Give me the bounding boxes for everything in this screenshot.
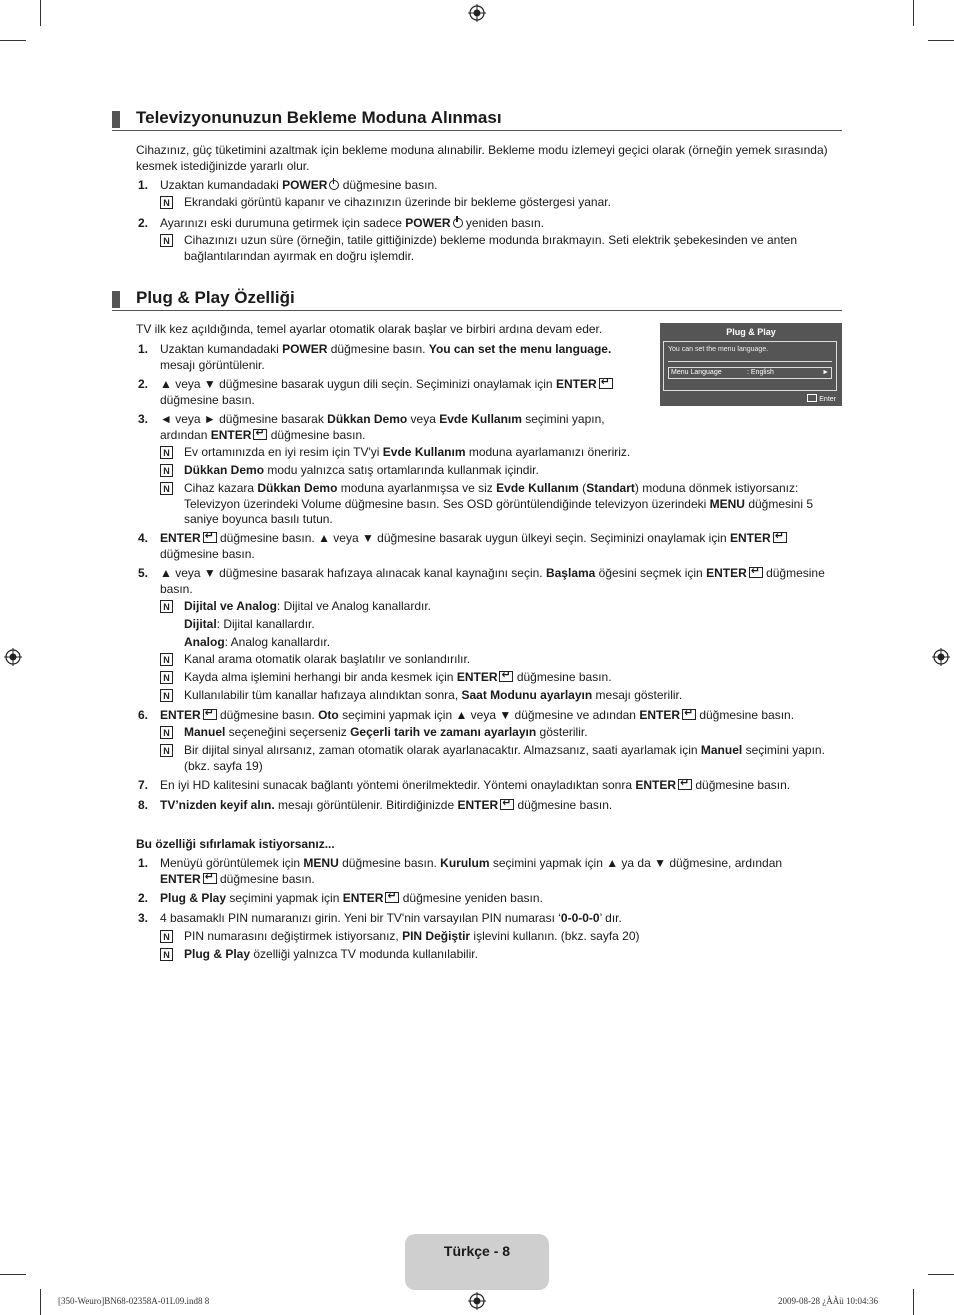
- section-title: Plug & Play Özelliği: [136, 288, 295, 307]
- heading-bar: [112, 291, 120, 308]
- svg-text:N: N: [163, 655, 170, 665]
- enter-icon: [500, 799, 514, 810]
- crop-mark: [40, 0, 41, 26]
- note-text: Cihaz kazara Dükkan Demo moduna ayarlanmışsa ve siz Evde Kullanım (Standart) moduna dönmek istiyorsanız: Televizyon üzerindeki Volume düğmesine basın. Ses OSD görüntülendiğinde televizyon üzerindeki MENU düğmesini 5 saniye boyunca basılı tutun.: [184, 481, 814, 526]
- enter-icon: [678, 779, 692, 790]
- osd-panel: [663, 341, 837, 391]
- note-text: Dijital ve Analog: Dijital ve Analog kanallardır.: [184, 599, 431, 613]
- note-icon: [160, 446, 173, 459]
- note-icon: [160, 689, 173, 702]
- step-text: En iyi HD kalitesini sunacak bağlantı yöntemi önerilmektedir. Yöntemi onayladıktan sonra ENTER↵ düğmesine basın.: [160, 778, 842, 794]
- heading-bar: [112, 111, 120, 128]
- step-number: 8.: [138, 798, 149, 812]
- enter-icon: [773, 532, 787, 543]
- step-text: ▲ veya ▼ düğmesine basarak uygun dili seçin. Seçiminizi onaylamak için ENTER↵ düğmesine basın.: [160, 377, 646, 408]
- note-icon: [160, 196, 173, 209]
- section-heading-plug-play: [112, 290, 842, 311]
- note-text: Kullanılabilir tüm kanallar hafızaya alındıktan sonra, Saat Modunu ayarlayın mesajı gösterilir.: [184, 688, 683, 702]
- step-text: ◄ veya ► düğmesine basarak Dükkan Demo veya Evde Kullanım seçimini yapın, ardından ENTER↵ düğmesine basın.: [160, 412, 646, 443]
- step-text: Uzaktan kumandadaki POWER düğmesine basın. You can set the menu language. mesajı görüntülenir.: [160, 342, 612, 372]
- enter-icon: [749, 567, 763, 578]
- step-number: 4.: [138, 531, 149, 545]
- enter-icon: [203, 709, 217, 720]
- step-number: 1.: [138, 342, 149, 356]
- osd-row-label: Menu Language: [671, 369, 722, 376]
- crop-mark: [40, 1289, 41, 1315]
- osd-divider: [668, 361, 832, 362]
- step-text: ▲ veya ▼ düğmesine basarak hafızaya alınacak kanal kaynağını seçin. Başlama öğesini seçmek için ENTER↵ düğmesine basın.: [160, 566, 842, 597]
- note-text: PIN numarasını değiştirmek istiyorsanız, PIN Değiştir işlevini kullanın. (bkz. sayfa 20): [184, 929, 640, 943]
- osd-screen: [660, 323, 842, 406]
- note-icon: [160, 726, 173, 739]
- page-label: Türkçe - 8: [443, 1243, 511, 1259]
- section-title: Televizyonunuzun Bekleme Moduna Alınması: [136, 108, 502, 127]
- note-text: Plug & Play özelliği yalnızca TV modunda kullanılabilir.: [184, 947, 478, 961]
- enter-icon: [385, 892, 399, 903]
- power-icon: [329, 180, 339, 190]
- page-number-badge: [405, 1234, 549, 1290]
- enter-icon: [203, 873, 217, 884]
- note-text: Kayda alma işlemini herhangi bir anda kesmek için ENTER↵ düğmesine basın.: [184, 670, 842, 686]
- step-text: Menüyü görüntülemek için MENU düğmesine basın. Kurulum seçimini yapmak için ▲ ya da ▼ düğmesine, ardından ENTER↵ düğmesine basın.: [160, 856, 842, 887]
- step-number: 3.: [138, 911, 149, 925]
- note-icon: [160, 930, 173, 943]
- step-number: 6.: [138, 708, 149, 722]
- svg-text:N: N: [163, 728, 170, 738]
- svg-text:N: N: [163, 746, 170, 756]
- arrow-right-icon: ►: [822, 369, 829, 376]
- step-text: Plug & Play seçimini yapmak için ENTER↵ düğmesine yeniden basın.: [160, 891, 842, 907]
- sub-item: Dijital: Dijital kanallardır.: [184, 617, 315, 631]
- enter-icon: [253, 429, 267, 440]
- step-text: 4 basamaklı PIN numaranızı girin. Yeni bir TV'nin varsayılan PIN numarası ‘0-0-0-0’ dır.: [160, 911, 622, 925]
- step-text: Ayarınızı eski durumuna getirmek için sadece POWER yeniden basın.: [160, 216, 544, 230]
- step-number: 2.: [138, 216, 149, 230]
- crop-mark: [0, 1274, 26, 1275]
- power-icon: [453, 218, 463, 228]
- note-icon: [160, 482, 173, 495]
- section-heading-standby: [112, 110, 842, 131]
- step-number: 2.: [138, 377, 149, 391]
- svg-text:N: N: [163, 932, 170, 942]
- note-icon: [160, 744, 173, 757]
- intro-text: Cihazınız, güç tüketimini azaltmak için bekleme moduna alınabilir. Bekleme modu izlemeyi geçici olarak (örneğin yemek sırasında) kesmek istediğinizde yararlı olur.: [136, 143, 828, 173]
- step-number: 1.: [138, 178, 149, 192]
- registration-mark-icon: [4, 648, 22, 666]
- step-number: 5.: [138, 566, 149, 580]
- svg-text:N: N: [163, 236, 170, 246]
- enter-icon: [499, 671, 513, 682]
- step-number: 2.: [138, 891, 149, 905]
- crop-mark: [913, 0, 914, 26]
- enter-icon: [599, 378, 613, 389]
- print-info-right: 2009-08-28 ¿ÀÀü 10:04:36: [778, 1296, 878, 1306]
- note-icon: [160, 948, 173, 961]
- step-number: 7.: [138, 778, 149, 792]
- svg-text:N: N: [163, 466, 170, 476]
- crop-mark: [928, 40, 954, 41]
- step-text: TV’nizden keyif alın. mesajı görüntülenir. Bitirdiğinizde ENTER↵ düğmesine basın.: [160, 798, 842, 814]
- note-text: Ev ortamınızda en iyi resim için TV'yi Evde Kullanım moduna ayarlamanızı öneririz.: [184, 445, 631, 459]
- sub-item: Analog: Analog kanallardır.: [184, 635, 331, 649]
- osd-row-value: : English: [747, 369, 774, 376]
- note-icon: [160, 464, 173, 477]
- reset-heading: Bu özelliği sıfırlamak istiyorsanız...: [136, 837, 335, 851]
- svg-text:N: N: [163, 950, 170, 960]
- enter-icon: [807, 394, 817, 402]
- crop-mark: [0, 40, 26, 41]
- step-number: 3.: [138, 412, 149, 426]
- crop-mark: [913, 1289, 914, 1315]
- step-text: ENTER↵ düğmesine basın. Oto seçimini yapmak için ▲ veya ▼ düğmesine ve adından ENTER↵ düğmesine basın.: [160, 708, 842, 724]
- svg-text:N: N: [163, 602, 170, 612]
- intro-text: TV ilk kez açıldığında, temel ayarlar otomatik olarak başlar ve birbiri ardına devam eder.: [136, 322, 603, 336]
- enter-icon: [682, 709, 696, 720]
- svg-text:N: N: [163, 673, 170, 683]
- registration-mark-icon: [468, 4, 486, 22]
- svg-text:N: N: [163, 484, 170, 494]
- registration-mark-icon: [932, 648, 950, 666]
- note-text: Cihazınızı uzun süre (örneğin, tatile gittiğinizde) bekleme modunda bırakmayın. Seti elektrik şebekesinden ve anten bağlantılarından ayırmak en doğru işlemdir.: [184, 233, 798, 263]
- svg-text:N: N: [163, 198, 170, 208]
- crop-mark: [928, 1274, 954, 1275]
- note-text: Manuel seçeneğini seçerseniz Geçerli tarih ve zamanı ayarlayın gösterilir.: [184, 725, 588, 739]
- note-text: Kanal arama otomatik olarak başlatılır ve sonlandırılır.: [184, 652, 471, 666]
- note-text: Bir dijital sinyal alırsanız, zaman otomatik olarak ayarlanacaktır. Almazsanız, saati ayarlamak için Manuel seçimini yapın. (bkz. sayfa 19): [184, 743, 825, 773]
- note-text: Dükkan Demo modu yalnızca satış ortamlarında kullanmak içindir.: [184, 463, 539, 477]
- osd-footer: Enter: [807, 394, 836, 403]
- osd-menu-language-row: [668, 367, 832, 379]
- step-text: Uzaktan kumandadaki POWER düğmesine basın.: [160, 178, 438, 192]
- step-number: 1.: [138, 856, 149, 870]
- osd-message: You can set the menu language.: [668, 346, 769, 353]
- note-icon: [160, 671, 173, 684]
- print-info-left: [350-Weuro]BN68-02358A-01L09.ind8 8: [58, 1296, 210, 1306]
- registration-mark-icon: [468, 1292, 486, 1310]
- note-icon: [160, 234, 173, 247]
- svg-text:N: N: [163, 448, 170, 458]
- note-icon: [160, 600, 173, 613]
- enter-icon: [203, 532, 217, 543]
- note-text: Ekrandaki görüntü kapanır ve cihazınızın üzerinde bir bekleme göstergesi yanar.: [184, 195, 611, 209]
- note-icon: [160, 653, 173, 666]
- osd-title: Plug & Play: [726, 327, 776, 337]
- svg-text:N: N: [163, 691, 170, 701]
- step-text: ENTER↵ düğmesine basın. ▲ veya ▼ düğmesine basarak uygun ülkeyi seçin. Seçiminizi onaylamak için ENTER↵ düğmesine basın.: [160, 531, 842, 562]
